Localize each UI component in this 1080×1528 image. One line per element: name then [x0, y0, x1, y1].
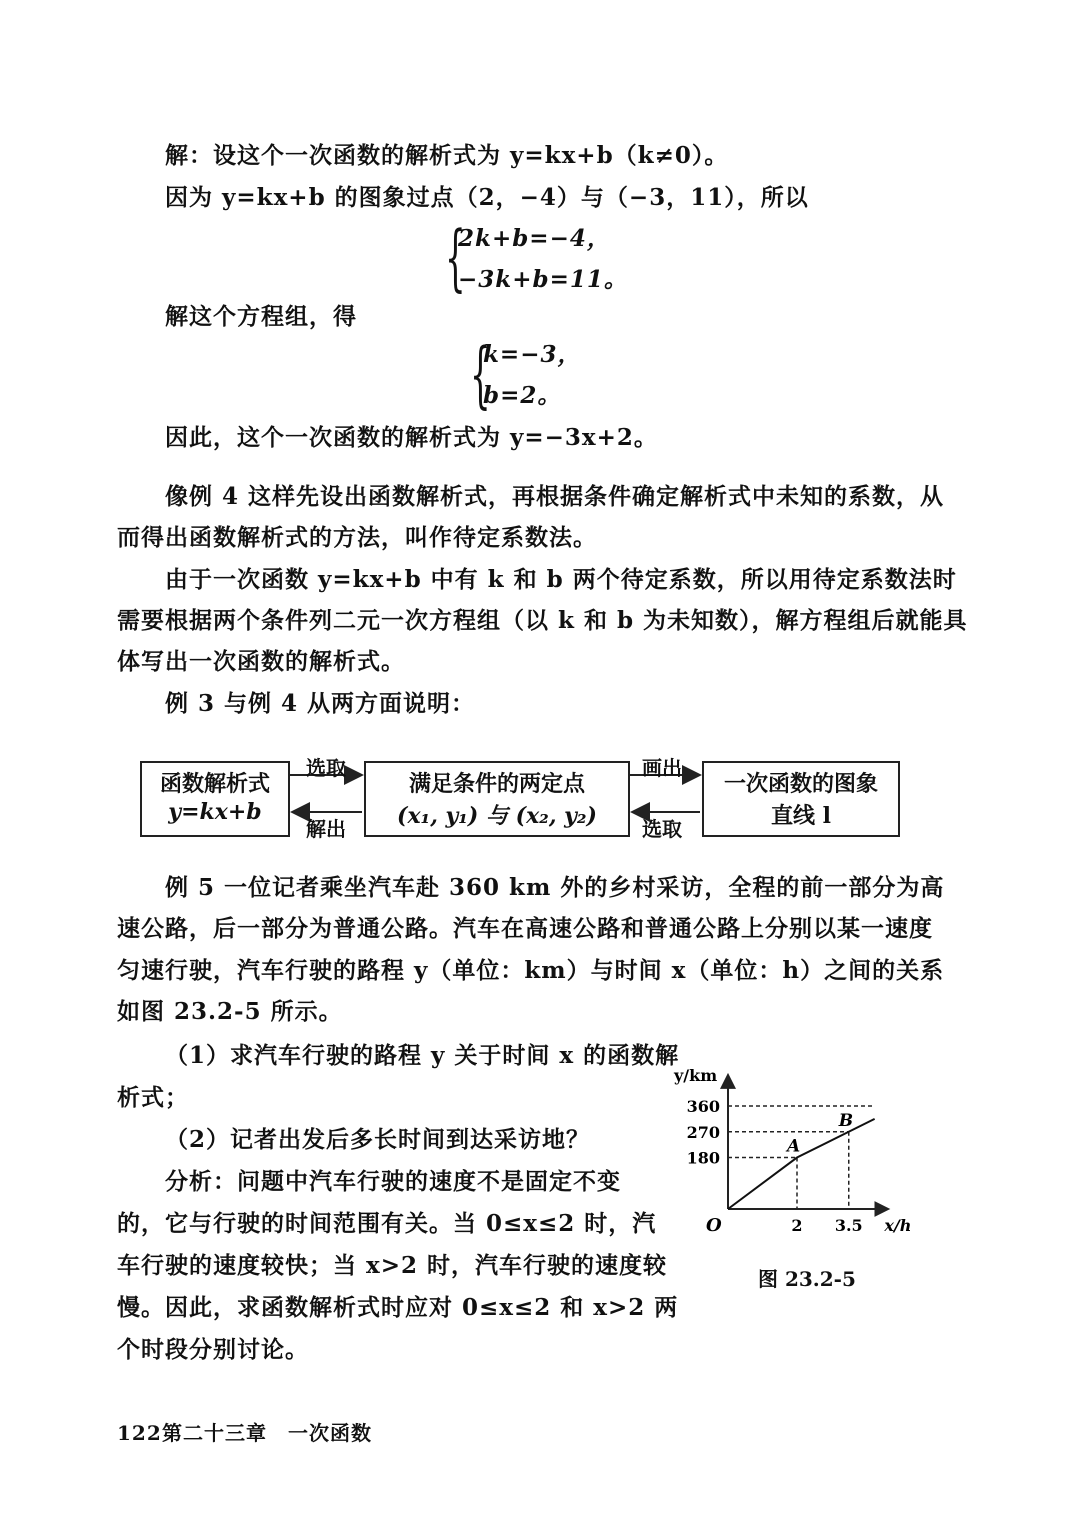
- origin-label: O: [706, 1215, 722, 1236]
- flow-box1-line-2: y=kx+b: [168, 799, 262, 825]
- system-brace-1: {: [445, 215, 466, 299]
- flow-box2-line-1: 满足条件的两定点: [408, 771, 585, 797]
- question-2: （2）记者出发后多长时间到达采访地？: [165, 1126, 591, 1153]
- system1-equation-2: −3k+b=11。: [458, 266, 628, 293]
- system2-equation-2: b=2。: [483, 382, 562, 409]
- page-number: 122: [117, 1421, 162, 1445]
- solution-line-4: 因此，这个一次函数的解析式为 y=−3x+2。: [165, 424, 658, 451]
- example5-line-1: 例 5 一位记者乘坐汽车赴 360 km 外的乡村采访，全程的前一部分为高: [165, 874, 945, 901]
- solution-line-1: 解：设这个一次函数的解析式为 y=kx+b（k≠0）。: [165, 142, 729, 169]
- x-tick-label: 3.5: [834, 1216, 863, 1235]
- question-1-line-2: 析式；: [117, 1084, 189, 1111]
- solution-line-2: 因为 y=kx+b 的图象过点（2，−4）与（−3，11），所以: [165, 184, 809, 211]
- paragraph2-line-1: 由于一次函数 y=kx+b 中有 k 和 b 两个待定系数，所以用待定系数法时: [165, 566, 957, 593]
- flow-label-select-2: 选取: [642, 817, 682, 841]
- analysis-line-5: 个时段分别讨论。: [117, 1336, 309, 1363]
- flow-box3-line-2: 直线 l: [770, 803, 832, 829]
- y-tick-label: 360: [686, 1097, 720, 1117]
- analysis-line-1: 分析：问题中汽车行驶的速度不是固定不变: [165, 1168, 621, 1195]
- y-axis-label: y/km: [674, 1065, 718, 1085]
- analysis-line-3: 车行驶的速度较快；当 x>2 时，汽车行驶的速度较: [117, 1252, 668, 1279]
- point-label-B: B: [838, 1110, 854, 1131]
- point-label-A: A: [787, 1136, 801, 1157]
- analysis-line-4: 慢。因此，求函数解析式时应对 0≤x≤2 和 x>2 两: [117, 1294, 679, 1321]
- x-tick-label: 2: [791, 1216, 803, 1235]
- paragraph2-line-3: 体写出一次函数的解析式。: [117, 648, 405, 675]
- flow-label-select-1: 选取: [306, 756, 346, 780]
- flow-box2-line-2: (x₁, y₁) 与 (x₂, y₂): [397, 803, 597, 829]
- x-axis-label: x/h: [884, 1216, 912, 1235]
- question-1-line-1: （1）求汽车行驶的路程 y 关于时间 x 的函数解: [165, 1042, 680, 1069]
- solution-line-3: 解这个方程组，得: [165, 303, 357, 330]
- analysis-line-2: 的，它与行驶的时间范围有关。当 0≤x≤2 时，汽: [117, 1210, 657, 1237]
- chapter-title: 第二十三章 一次函数: [162, 1421, 372, 1445]
- example5-line-4: 如图 23.2-5 所示。: [117, 998, 343, 1025]
- example5-line-3: 匀速行驶，汽车行驶的路程 y（单位：km）与时间 x（单位：h）之间的关系: [117, 957, 945, 984]
- y-tick-label: 180: [686, 1148, 720, 1168]
- system1-equation-1: 2k+b=−4，: [458, 225, 611, 252]
- system2-equation-1: k=−3，: [483, 341, 582, 368]
- flow-box3-line-1: 一次函数的图象: [723, 771, 878, 797]
- flow-label-solve: 解出: [306, 817, 346, 841]
- flow-label-draw: 画出: [642, 756, 682, 780]
- distance-time-chart: [670, 1035, 950, 1245]
- y-tick-label: 270: [686, 1122, 720, 1142]
- paragraph2-line-2: 需要根据两个条件列二元一次方程组（以 k 和 b 为未知数），解方程组后就能具: [117, 607, 968, 634]
- figure-caption: 图 23.2-5: [758, 1267, 856, 1291]
- example5-line-2: 速公路，后一部分为普通公路。汽车在高速公路和普通公路上分别以某一速度: [117, 915, 933, 942]
- flow-arrows: [0, 740, 1080, 850]
- paragraph1-line-2: 而得出函数解析式的方法，叫作待定系数法。: [117, 524, 597, 551]
- system-brace-2: {: [470, 332, 491, 416]
- flow-box1-line-1: 函数解析式: [159, 771, 270, 797]
- paragraph3: 例 3 与例 4 从两方面说明：: [165, 690, 476, 717]
- paragraph1-line-1: 像例 4 这样先设出函数解析式，再根据条件确定解析式中未知的系数，从: [165, 483, 945, 510]
